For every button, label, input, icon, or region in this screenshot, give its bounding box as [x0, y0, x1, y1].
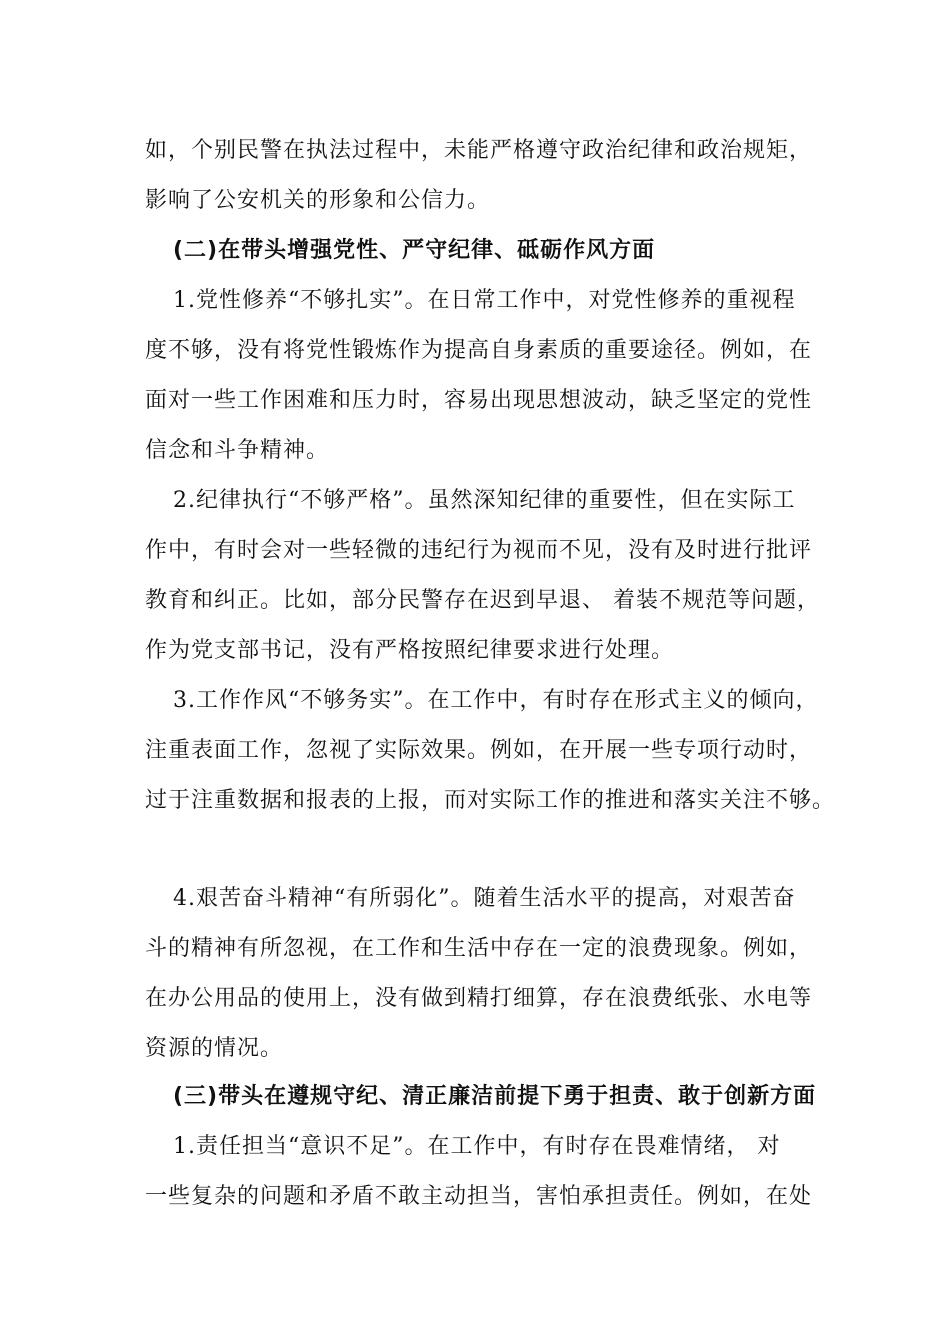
body-text-line: 作中，有时会对一些轻微的违纪行为视而不见，没有及时进行批评 [145, 538, 813, 563]
paragraph-first-line: 4.艰苦奋斗精神“有所弱化”。随着生活水平的提高，对艰苦奋 [173, 886, 796, 911]
paragraph-first-line: 1.责任担当“意识不足”。在工作中，有时存在畏难情绪， 对 [173, 1134, 781, 1159]
body-text-line: 斗的精神有所忽视，在工作和生活中存在一定的浪费现象。例如， [145, 936, 813, 961]
body-text-line: 在办公用品的使用上，没有做到精打细算，存在浪费纸张、水电等 [145, 986, 813, 1011]
body-text-line: 如，个别民警在执法过程中，未能严格遵守政治纪律和政治规矩， [145, 138, 813, 163]
paragraph-first-line: 1.党性修养“不够扎实”。在日常工作中，对党性修养的重视程 [173, 288, 796, 313]
section-heading: (三)带头在遵规守纪、清正廉洁前提下勇于担责、敢于创新方面 [173, 1084, 817, 1109]
body-text-line: 信念和斗争精神。 [145, 438, 330, 463]
body-text-line: 过于注重数据和报表的上报，而对实际工作的推进和落实关注不够。 [145, 788, 836, 813]
body-text-line: 影响了公安机关的形象和公信力。 [145, 188, 491, 213]
body-text-line: 面对一些工作困难和压力时，容易出现思想波动，缺乏坚定的党性 [145, 388, 813, 413]
body-text-line: 教育和纠正。比如，部分民警存在迟到早退、 着装不规范等问题， [145, 588, 820, 613]
body-text-line: 度不够，没有将党性锻炼作为提高自身素质的重要途径。例如，在 [145, 338, 813, 363]
paragraph-first-line: 2.纪律执行“不够严格”。虽然深知纪律的重要性，但在实际工 [173, 488, 796, 513]
section-heading: (二)在带头增强党性、严守纪律、砥砺作风方面 [173, 238, 656, 263]
body-text-line: 资源的情况。 [145, 1036, 284, 1061]
body-text-line: 一些复杂的问题和矛盾不敢主动担当，害怕承担责任。例如，在处 [145, 1184, 813, 1209]
body-text-line: 注重表面工作，忽视了实际效果。例如，在开展一些专项行动时， [145, 738, 813, 763]
body-text-line: 作为党支部书记，没有严格按照纪律要求进行处理。 [145, 638, 675, 663]
paragraph-first-line: 3.工作作风“不够务实”。在工作中，有时存在形式主义的倾向， [173, 688, 819, 713]
